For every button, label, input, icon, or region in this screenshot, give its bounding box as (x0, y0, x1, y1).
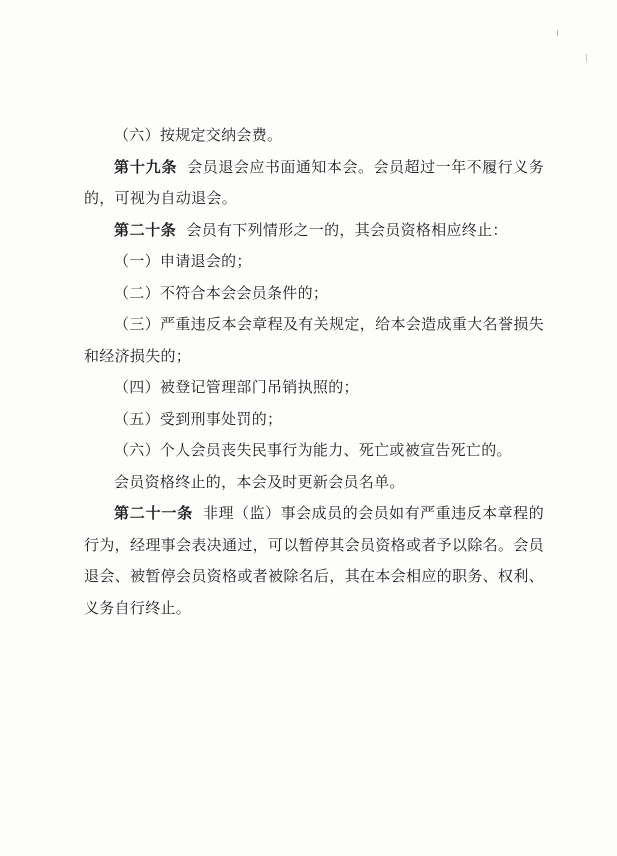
paragraph-item (84, 435, 544, 467)
paragraph-item (84, 372, 544, 404)
paragraph-item (84, 309, 544, 372)
paragraph-article (84, 498, 544, 624)
paragraph-item (84, 246, 544, 278)
paragraph-text: 会员退会应书面通知本会。会员超过一年不履行义务的，可视为自动退会。 (84, 157, 544, 207)
paragraph-article (84, 215, 544, 247)
article-title: 第二十条 (114, 220, 177, 239)
article-title: 第十九条 (114, 157, 178, 176)
paragraph-item (84, 278, 544, 310)
scan-speck (586, 54, 587, 62)
paragraph-text: 会员有下列情形之一的，其会员资格相应终止： (186, 220, 508, 239)
paragraph-text: （五）受到刑事处罚的； (114, 409, 283, 428)
paragraph-text: （三）严重违反本会章程及有关规定，给本会造成重大名誉损失和经济损失的； (84, 315, 544, 365)
scan-speck (557, 30, 558, 36)
paragraph-text: （六）按规定交纳会费。 (114, 126, 283, 144)
paragraph-text: 会员资格终止的，本会及时更新会员名单。 (114, 472, 405, 491)
document-body (84, 120, 544, 624)
paragraph-text: 非理（监）事会成员的会员如有严重违反本章程的行为，经理事会表决通过，可以暂停其会员资格或者予以除名。会员退会、被暂停会员资格或者被除名后，其在本会相应的职务、权利、义务自行终止。 (84, 504, 544, 617)
paragraph-text: （六）个人会员丧失民事行为能力、死亡或被宣告死亡的。 (114, 441, 512, 459)
article-title: 第二十一条 (114, 504, 194, 522)
paragraph-text: （一）申请退会的； (114, 252, 252, 270)
paragraph-text: （四）被登记管理部门吊销执照的； (114, 378, 359, 396)
paragraph-item (84, 120, 544, 152)
paragraph-item (84, 467, 544, 499)
paragraph-text: （二）不符合本会会员条件的； (114, 283, 329, 302)
paragraph-article (84, 152, 544, 215)
paragraph-item (84, 404, 544, 436)
